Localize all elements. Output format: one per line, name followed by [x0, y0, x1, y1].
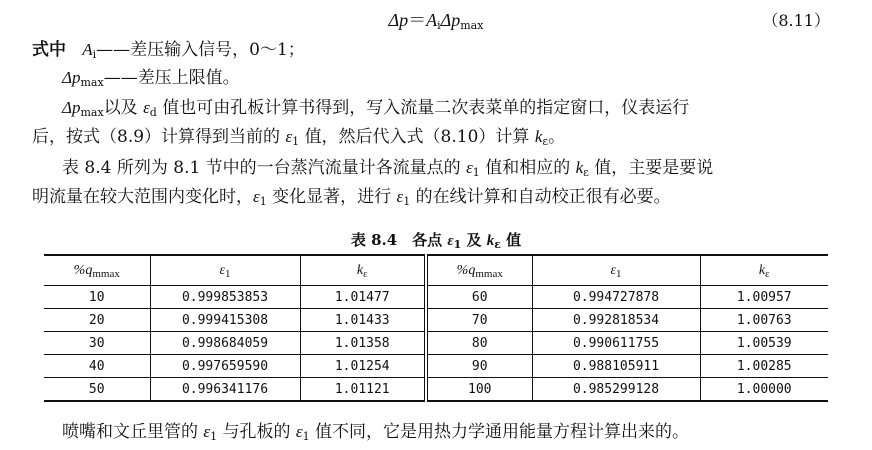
- table-cell: 1.01477: [300, 286, 426, 309]
- table-cell: 30: [44, 332, 150, 355]
- header-epsilon: $\varepsilon_1$: [532, 255, 700, 286]
- table-cell: 50: [44, 378, 150, 402]
- table-cell: 0.994727878: [532, 286, 700, 309]
- table-cell: 1.00285: [700, 355, 828, 378]
- data-table: [44, 254, 828, 402]
- definition-dp: $\Delta p_{max}——$差压上限值。: [62, 68, 240, 89]
- table-cell: 1.00763: [700, 309, 828, 332]
- paragraph-1-line-2: 后，按式（8.9）计算得到当前的 $\varepsilon_1$ 值，然后代入式（8.10）计算 $k_\varepsilon$。: [32, 127, 566, 148]
- table-cell: 60: [426, 286, 532, 309]
- header-percent-flow: $\%q_{mmax}$: [426, 255, 532, 286]
- table-cell: 1.00957: [700, 286, 828, 309]
- table-row: [44, 378, 828, 402]
- table-cell: 0.998684059: [150, 332, 300, 355]
- table-cell: 40: [44, 355, 150, 378]
- table-cell: 1.00000: [700, 378, 828, 402]
- table-row: [44, 309, 828, 332]
- table-cell: 0.999853853: [150, 286, 300, 309]
- header-k: $k_\varepsilon$: [300, 255, 426, 286]
- table-cell: 0.997659590: [150, 355, 300, 378]
- paragraph-1-line-1: $\Delta p_{max}$以及 $\varepsilon_d$ 值也可由孔板计算书得到，写入流量二次表菜单的指定窗口，仪表运行: [62, 98, 690, 119]
- table-cell: 20: [44, 309, 150, 332]
- definition-a: 式中 $A_i——$差压输入信号，0～1；: [32, 40, 305, 61]
- table-row: [44, 332, 828, 355]
- table-cell: 0.999415308: [150, 309, 300, 332]
- table-cell: 0.990611755: [532, 332, 700, 355]
- table-row: [44, 355, 828, 378]
- table-cell: 1.01121: [300, 378, 426, 402]
- table-cell: 1.00539: [700, 332, 828, 355]
- table-cell: 0.992818534: [532, 309, 700, 332]
- footer-paragraph: 喷嘴和文丘里管的 $\varepsilon_1$ 与孔板的 $\varepsilon_1$ 值不同，它是用热力学通用能量方程计算出来的。: [62, 422, 690, 443]
- paragraph-2-line-1: 表 8.4 所列为 8.1 节中的一台蒸汽流量计各流量点的 $\varepsilon_1$ 值和相应的 $k_\varepsilon$ 值，主要是要说: [62, 158, 714, 179]
- table-cell: 90: [426, 355, 532, 378]
- paragraph-2-line-2: 明流量在较大范围内变化时，$\varepsilon_1$ 变化显著，进行 $\varepsilon_1$ 的在线计算和自动校正很有必要。: [32, 187, 671, 208]
- table-cell: 80: [426, 332, 532, 355]
- table-cell: 70: [426, 309, 532, 332]
- table-row: [44, 286, 828, 309]
- table-cell: 100: [426, 378, 532, 402]
- header-percent-flow: $\%q_{mmax}$: [44, 255, 150, 286]
- equation-number: （8.11）: [762, 11, 830, 30]
- table-caption: 表 8.4 各点 $\varepsilon_1$ 及 $k_\varepsilon$ 值: [350, 231, 522, 251]
- table-cell: 0.996341176: [150, 378, 300, 402]
- header-epsilon: $\varepsilon_1$: [150, 255, 300, 286]
- table-cell: 1.01358: [300, 332, 426, 355]
- equation: $\Delta p=A_i\Delta p_{max}$: [388, 10, 484, 32]
- table-header-row: [44, 255, 828, 286]
- table-cell: 0.985299128: [532, 378, 700, 402]
- table-cell: 1.01254: [300, 355, 426, 378]
- table-cell: 10: [44, 286, 150, 309]
- table-cell: 1.01433: [300, 309, 426, 332]
- table-cell: 0.988105911: [532, 355, 700, 378]
- header-k: $k_\varepsilon$: [700, 255, 828, 286]
